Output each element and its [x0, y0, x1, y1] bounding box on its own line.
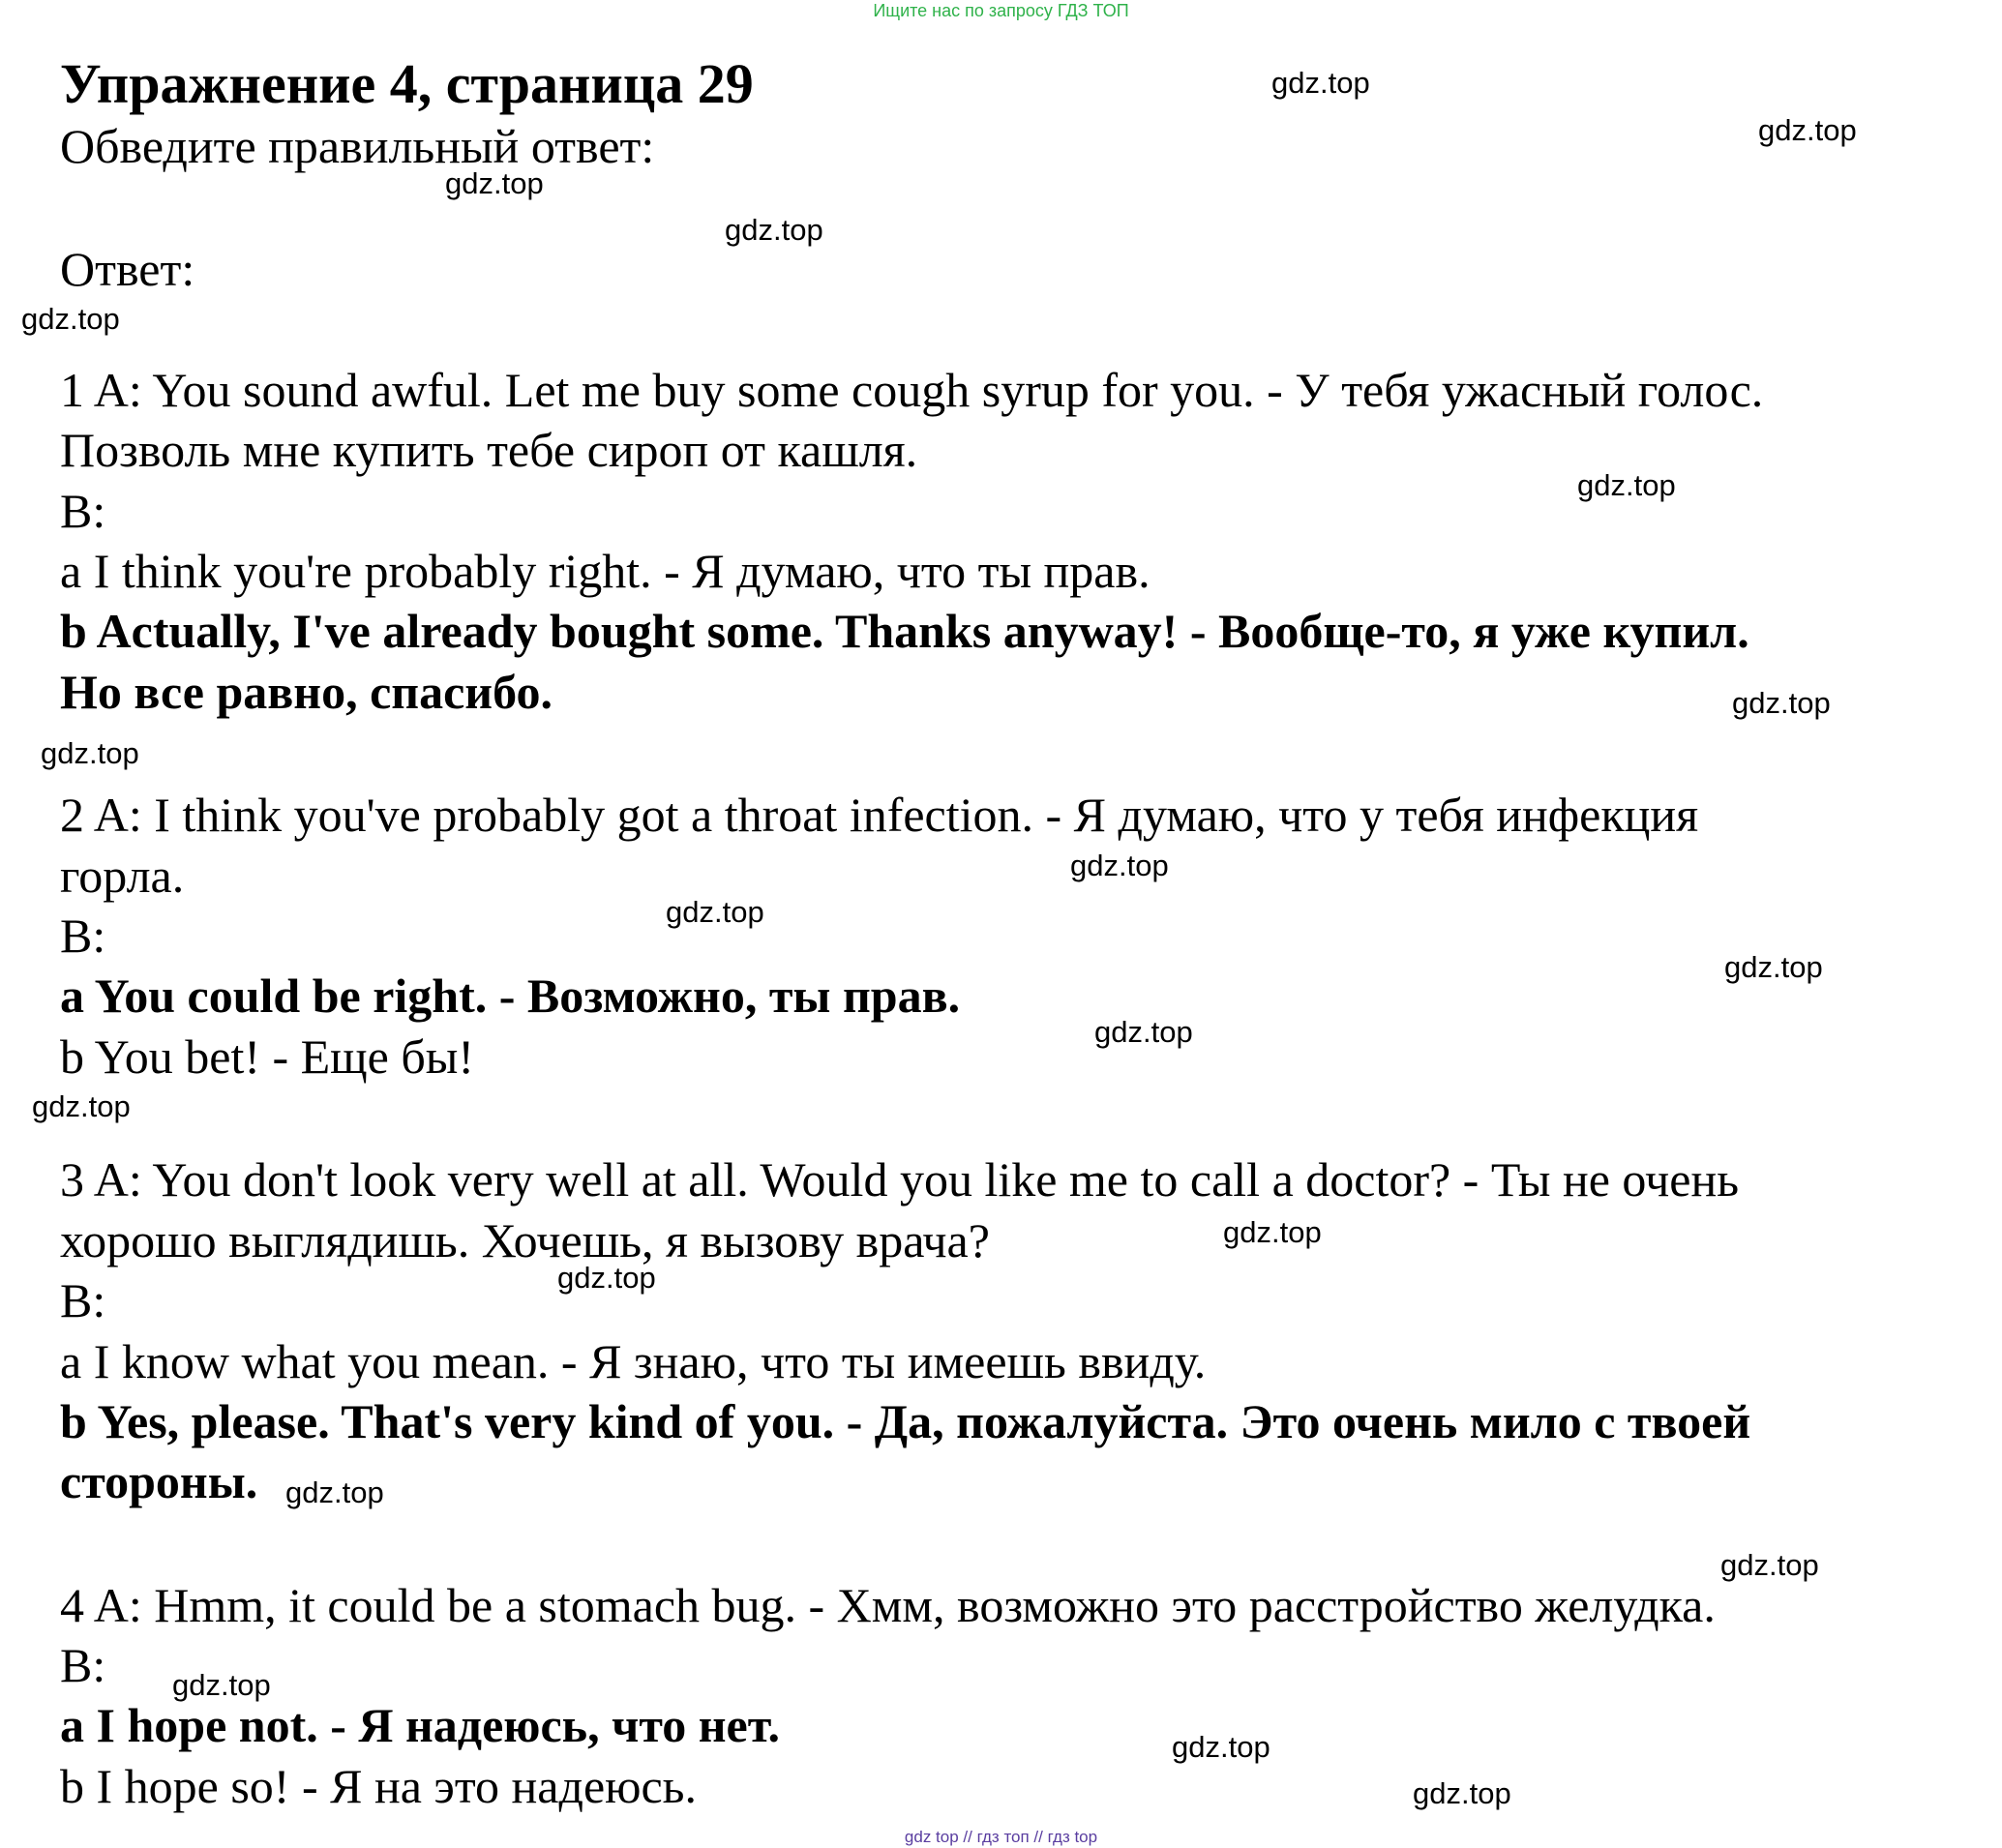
- watermark: gdz.top: [1070, 849, 1169, 882]
- watermark: gdz.top: [1720, 1548, 1819, 1582]
- watermark: gdz.top: [41, 736, 139, 770]
- instruction-text: Обведите правильный ответ:: [60, 119, 655, 173]
- watermark: gdz.top: [1724, 950, 1823, 984]
- page-title: Упражнение 4, страница 29: [60, 52, 754, 115]
- bottom-banner: gdz top // гдз топ // гдз top: [904, 1828, 1098, 1846]
- watermark: gdz.top: [1172, 1730, 1270, 1764]
- watermark: gdz.top: [666, 895, 764, 929]
- item-3-question-line-1: 3 A: You don't look very well at all. Would you like me to call a doctor? - Ты не очень: [60, 1152, 1740, 1207]
- watermark: gdz.top: [21, 302, 120, 336]
- watermark: gdz.top: [172, 1668, 271, 1702]
- item-1-speaker-b: B:: [60, 484, 106, 538]
- item-2-option-a: a You could be right. - Возможно, ты прав.: [60, 969, 961, 1023]
- watermark: gdz.top: [1271, 66, 1370, 100]
- watermark: gdz.top: [1413, 1776, 1511, 1810]
- item-1-question-line-2: Позволь мне купить тебе сироп от кашля.: [60, 423, 918, 477]
- answer-label: Ответ:: [60, 242, 195, 296]
- watermark: gdz.top: [445, 166, 544, 200]
- item-1-option-b-line-1: b Actually, I've already bought some. Thanks anyway! - Вообще-то, я уже купил.: [60, 604, 1749, 658]
- item-2-question-line-1: 2 A: I think you've probably got a throat infection. - Я думаю, что у тебя инфекция: [60, 788, 1699, 842]
- watermark: gdz.top: [285, 1475, 384, 1509]
- item-4-option-a: a I hope not. - Я надеюсь, что нет.: [60, 1698, 781, 1752]
- item-4-question-line-1: 4 A: Hmm, it could be a stomach bug. - Хмм, возможно это расстройство желудка.: [60, 1578, 1716, 1632]
- item-3-option-b-line-1: b Yes, please. That's very kind of you. - Да, пожалуйста. Это очень мило с твоей: [60, 1394, 1751, 1448]
- watermark: gdz.top: [725, 213, 823, 247]
- watermark: gdz.top: [32, 1089, 131, 1123]
- watermark: gdz.top: [1094, 1015, 1193, 1049]
- item-4-speaker-b: B:: [60, 1638, 106, 1692]
- watermark: gdz.top: [1758, 113, 1857, 147]
- watermark: gdz.top: [557, 1261, 656, 1295]
- item-3-speaker-b: B:: [60, 1273, 106, 1327]
- top-banner: Ищите нас по запросу ГДЗ ТОП: [873, 1, 1129, 20]
- item-4-option-b: b I hope so! - Я на это надеюсь.: [60, 1759, 697, 1813]
- watermark: gdz.top: [1732, 686, 1831, 720]
- item-2-speaker-b: B:: [60, 909, 106, 963]
- item-1-option-a: a I think you're probably right. - Я думаю, что ты прав.: [60, 544, 1150, 598]
- item-1-option-b-line-2: Но все равно, спасибо.: [60, 665, 553, 719]
- watermark: gdz.top: [1577, 468, 1676, 502]
- item-2-question-line-2: горла.: [60, 849, 185, 903]
- item-1-question-line-1: 1 A: You sound awful. Let me buy some cough syrup for you. - У тебя ужасный голос.: [60, 363, 1764, 417]
- item-2-option-b: b You bet! - Еще бы!: [60, 1029, 475, 1084]
- item-3-option-a: a I know what you mean. - Я знаю, что ты имеешь ввиду.: [60, 1334, 1207, 1388]
- watermark: gdz.top: [1223, 1215, 1322, 1249]
- item-3-question-line-2: хорошо выглядишь. Хочешь, я вызову врача?: [60, 1213, 990, 1267]
- item-3-option-b-line-2: стороны.: [60, 1454, 258, 1508]
